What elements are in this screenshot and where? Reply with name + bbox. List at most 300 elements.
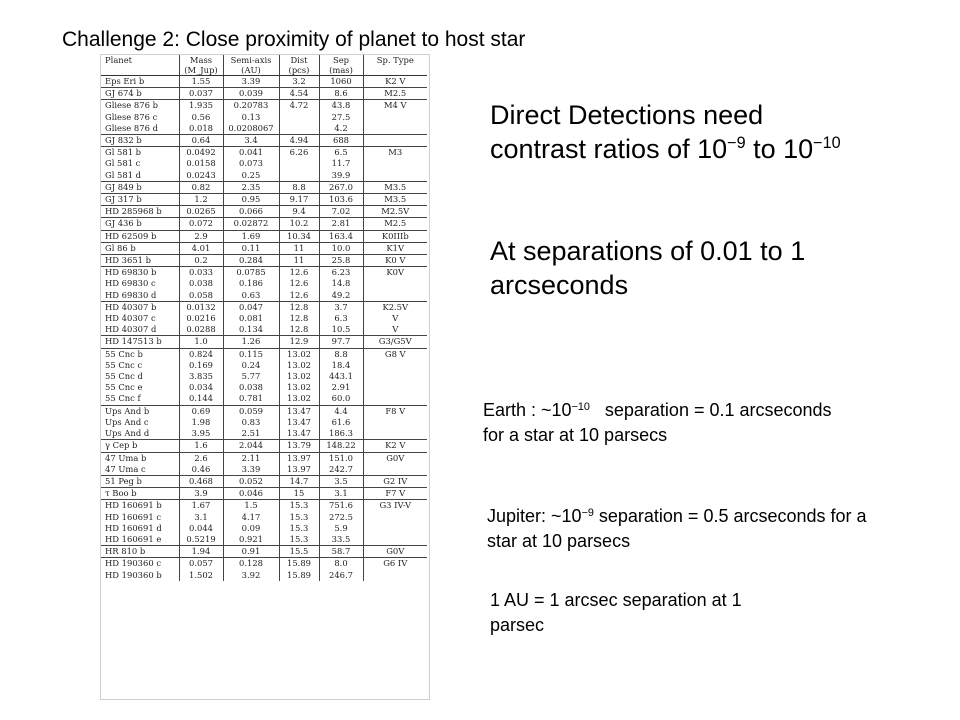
table-row xyxy=(101,112,427,123)
table-cell: 13.02 xyxy=(279,348,319,360)
table-cell: M2.5 xyxy=(363,218,427,230)
table-cell: 10.2 xyxy=(279,218,319,230)
table-cell: 4.4 xyxy=(319,405,363,417)
table-cell: 10.0 xyxy=(319,242,363,254)
table-cell: HD 40307 c xyxy=(101,313,179,324)
table-row xyxy=(101,488,427,500)
table-cell: Gliese 876 d xyxy=(101,123,179,135)
jupiter-note-pre: Jupiter: ~10 xyxy=(487,506,582,526)
table-cell: 0.5219 xyxy=(179,534,223,546)
table-cell: 0.02872 xyxy=(223,218,279,230)
column-header: Dist xyxy=(279,55,319,65)
table-cell: Gl 581 d xyxy=(101,170,179,182)
table-cell: 267.0 xyxy=(319,181,363,193)
table-cell: M2.5V xyxy=(363,206,427,218)
table-cell: Ups And b xyxy=(101,405,179,417)
table-cell: 12.6 xyxy=(279,290,319,302)
table-cell: 14.7 xyxy=(279,475,319,487)
table-cell: 60.0 xyxy=(319,393,363,405)
table-cell: 2.11 xyxy=(223,452,279,464)
table-cell: 0.039 xyxy=(223,88,279,100)
table-cell: HD 69830 d xyxy=(101,290,179,302)
table-cell: Ups And d xyxy=(101,428,179,440)
table-cell: 0.073 xyxy=(223,158,279,169)
table-cell: 0.169 xyxy=(179,360,223,371)
table-cell: 12.8 xyxy=(279,313,319,324)
table-cell: 0.468 xyxy=(179,475,223,487)
table-cell: Gl 86 b xyxy=(101,242,179,254)
table-cell xyxy=(363,278,427,289)
table-row xyxy=(101,440,427,452)
table-cell: 0.115 xyxy=(223,348,279,360)
table-cell: 39.9 xyxy=(319,170,363,182)
table-row xyxy=(101,452,427,464)
table-cell: 10.5 xyxy=(319,324,363,336)
table-cell: 5.77 xyxy=(223,371,279,382)
table-cell: 0.128 xyxy=(223,558,279,570)
table-cell: G6 IV xyxy=(363,558,427,570)
table-body xyxy=(101,76,427,581)
table-cell: HD 190360 c xyxy=(101,558,179,570)
table-cell: 55 Cnc d xyxy=(101,371,179,382)
table-cell: 0.46 xyxy=(179,464,223,476)
table-cell xyxy=(363,371,427,382)
table-header xyxy=(101,55,427,76)
table-cell: HD 160691 b xyxy=(101,500,179,512)
table-cell: 1.55 xyxy=(179,76,223,88)
table-cell: G2 IV xyxy=(363,475,427,487)
table-cell: 13.02 xyxy=(279,371,319,382)
table-cell: GJ 832 b xyxy=(101,135,179,147)
header-row xyxy=(101,65,427,76)
table-cell: 0.25 xyxy=(223,170,279,182)
table-cell: 1060 xyxy=(319,76,363,88)
table-cell: Gl 581 b xyxy=(101,147,179,159)
table-cell: K0IIIb xyxy=(363,230,427,242)
table-cell: 1.2 xyxy=(179,194,223,206)
table-row xyxy=(101,428,427,440)
table-row xyxy=(101,546,427,558)
table-cell: 0.781 xyxy=(223,393,279,405)
table-cell xyxy=(363,360,427,371)
table-row xyxy=(101,382,427,393)
table-cell xyxy=(363,393,427,405)
table-cell: K1V xyxy=(363,242,427,254)
table-row xyxy=(101,100,427,112)
table-cell xyxy=(363,570,427,581)
table-cell xyxy=(279,112,319,123)
column-header: Mass xyxy=(179,55,223,65)
table-cell: 3.2 xyxy=(279,76,319,88)
table-cell: 3.4 xyxy=(223,135,279,147)
table-cell: 4.01 xyxy=(179,242,223,254)
table-cell: 2.044 xyxy=(223,440,279,452)
table-cell: 1.69 xyxy=(223,230,279,242)
table-cell: 0.0158 xyxy=(179,158,223,169)
table-cell: GJ 674 b xyxy=(101,88,179,100)
table-cell: 0.041 xyxy=(223,147,279,159)
table-cell: 6.23 xyxy=(319,267,363,279)
exponent-1: −9 xyxy=(727,134,746,153)
table-cell: 0.284 xyxy=(223,255,279,267)
table-cell: M3.5 xyxy=(363,181,427,193)
table-cell: 0.64 xyxy=(179,135,223,147)
table-cell: 6.26 xyxy=(279,147,319,159)
column-header: Planet xyxy=(101,55,179,65)
table-cell: 9.17 xyxy=(279,194,319,206)
table-cell: 1.0 xyxy=(179,336,223,348)
table-cell: 0.046 xyxy=(223,488,279,500)
table-cell: 0.066 xyxy=(223,206,279,218)
table-cell xyxy=(363,290,427,302)
table-cell: 58.7 xyxy=(319,546,363,558)
earth-note xyxy=(483,398,843,448)
table-row xyxy=(101,558,427,570)
table-cell: 0.0243 xyxy=(179,170,223,182)
table-row xyxy=(101,135,427,147)
table-cell: 163.4 xyxy=(319,230,363,242)
table-cell: 4.72 xyxy=(279,100,319,112)
table-cell xyxy=(363,382,427,393)
table-cell: GJ 317 b xyxy=(101,194,179,206)
table-cell: 47 Uma b xyxy=(101,452,179,464)
table-cell: M2.5 xyxy=(363,88,427,100)
jupiter-note xyxy=(487,504,887,554)
table-cell: 3.5 xyxy=(319,475,363,487)
table-cell: 15 xyxy=(279,488,319,500)
table-cell: 0.13 xyxy=(223,112,279,123)
table-cell: K2 V xyxy=(363,440,427,452)
table-row xyxy=(101,464,427,476)
table-row xyxy=(101,360,427,371)
table-cell: 55 Cnc c xyxy=(101,360,179,371)
table-cell: GJ 436 b xyxy=(101,218,179,230)
table-cell: 1.94 xyxy=(179,546,223,558)
table-cell: 1.502 xyxy=(179,570,223,581)
table-cell: 25.8 xyxy=(319,255,363,267)
table-row xyxy=(101,417,427,428)
table-cell: 0.83 xyxy=(223,417,279,428)
table-cell: 0.052 xyxy=(223,475,279,487)
table-cell: 0.072 xyxy=(179,218,223,230)
slide-title: Challenge 2: Close proximity of planet to host star xyxy=(62,28,526,51)
table-cell: 0.047 xyxy=(223,301,279,313)
table-cell: 0.0208067 xyxy=(223,123,279,135)
table-cell: 18.4 xyxy=(319,360,363,371)
table-cell: 10.34 xyxy=(279,230,319,242)
table-cell: 13.47 xyxy=(279,428,319,440)
table-cell: 14.8 xyxy=(319,278,363,289)
table-cell: 13.02 xyxy=(279,360,319,371)
table-cell: 4.94 xyxy=(279,135,319,147)
direct-detection-main: Direct Detections need contrast ratios of 10 xyxy=(490,100,764,164)
table-cell: 12.8 xyxy=(279,301,319,313)
table-cell: 0.058 xyxy=(179,290,223,302)
table-cell: HD 147513 b xyxy=(101,336,179,348)
table-cell: 0.057 xyxy=(179,558,223,570)
table-row xyxy=(101,290,427,302)
table-cell: 0.038 xyxy=(223,382,279,393)
table-cell xyxy=(363,464,427,476)
table-cell: M3 xyxy=(363,147,427,159)
table-cell: 0.20783 xyxy=(223,100,279,112)
table-cell: HD 3651 b xyxy=(101,255,179,267)
table-cell: 3.92 xyxy=(223,570,279,581)
jupiter-note-post: separation = 0.5 arcseconds for a star at 10 parsecs xyxy=(487,506,867,551)
column-header: (M_Jup) xyxy=(179,65,223,76)
table-cell: HD 160691 d xyxy=(101,523,179,534)
table-cell: 103.6 xyxy=(319,194,363,206)
table-cell: 11.7 xyxy=(319,158,363,169)
table-cell: 15.3 xyxy=(279,500,319,512)
table-cell: 12.6 xyxy=(279,278,319,289)
table-cell: 186.3 xyxy=(319,428,363,440)
table-cell: 3.39 xyxy=(223,464,279,476)
header-row xyxy=(101,55,427,65)
column-header: Sp. Type xyxy=(376,55,414,65)
table-cell: 3.835 xyxy=(179,371,223,382)
table-cell: 15.89 xyxy=(279,570,319,581)
table-cell: HD 190360 b xyxy=(101,570,179,581)
table-row xyxy=(101,267,427,279)
table-cell: 12.8 xyxy=(279,324,319,336)
table-cell: 0.044 xyxy=(179,523,223,534)
column-header: (AU) xyxy=(223,65,279,76)
table-cell: Gl 581 c xyxy=(101,158,179,169)
table-cell: 0.824 xyxy=(179,348,223,360)
table-cell: 13.97 xyxy=(279,464,319,476)
table-cell: M3.5 xyxy=(363,194,427,206)
table-cell: 688 xyxy=(319,135,363,147)
table-cell xyxy=(363,534,427,546)
table-cell: 0.034 xyxy=(179,382,223,393)
table-cell: HD 285968 b xyxy=(101,206,179,218)
column-header: (mas) xyxy=(319,65,363,76)
exoplanet-table-image xyxy=(100,54,430,700)
table-cell: K0 V xyxy=(363,255,427,267)
table-cell: 51 Peg b xyxy=(101,475,179,487)
earth-note-post: separation = 0.1 arcseconds for a star at 10 parsecs xyxy=(483,400,837,445)
table-cell: 12.9 xyxy=(279,336,319,348)
table-cell: K0V xyxy=(363,267,427,279)
table-cell: HD 62509 b xyxy=(101,230,179,242)
table-cell: HD 69830 c xyxy=(101,278,179,289)
table-cell: γ Cep b xyxy=(101,440,179,452)
table-row xyxy=(101,230,427,242)
table-cell xyxy=(363,135,427,147)
table-row xyxy=(101,348,427,360)
table-cell: 49.2 xyxy=(319,290,363,302)
exponent-2: −10 xyxy=(813,134,841,153)
au-note: 1 AU = 1 arcsec separation at 1 parsec xyxy=(490,590,742,635)
column-header xyxy=(101,65,179,76)
table-cell: 4.54 xyxy=(279,88,319,100)
table-row xyxy=(101,158,427,169)
table-cell: 3.7 xyxy=(319,301,363,313)
table-cell xyxy=(279,123,319,135)
table-cell: Ups And c xyxy=(101,417,179,428)
table-cell: 0.91 xyxy=(223,546,279,558)
table-cell: 43.8 xyxy=(319,100,363,112)
table-cell: 2.35 xyxy=(223,181,279,193)
table-cell: 3.1 xyxy=(179,512,223,523)
table-cell: 1.5 xyxy=(223,500,279,512)
table-cell: Gliese 876 c xyxy=(101,112,179,123)
table-cell: 97.7 xyxy=(319,336,363,348)
table-cell: 6.5 xyxy=(319,147,363,159)
table-cell: 0.63 xyxy=(223,290,279,302)
table-cell: 0.09 xyxy=(223,523,279,534)
table-cell: 0.134 xyxy=(223,324,279,336)
table-cell: 13.47 xyxy=(279,417,319,428)
table-row xyxy=(101,512,427,523)
table-cell: 4.2 xyxy=(319,123,363,135)
table-cell: HR 810 b xyxy=(101,546,179,558)
table-cell xyxy=(363,170,427,182)
table-cell: 3.9 xyxy=(179,488,223,500)
table-cell: G3 IV-V xyxy=(363,500,427,512)
table-cell: 0.018 xyxy=(179,123,223,135)
table-cell: 13.97 xyxy=(279,452,319,464)
table-cell: 8.8 xyxy=(319,348,363,360)
table-cell: 4.17 xyxy=(223,512,279,523)
table-row xyxy=(101,393,427,405)
table-cell: 3.39 xyxy=(223,76,279,88)
table-cell: G8 V xyxy=(363,348,427,360)
table-cell: 15.3 xyxy=(279,523,319,534)
table-cell: 242.7 xyxy=(319,464,363,476)
table-cell: 0.11 xyxy=(223,242,279,254)
table-cell: 0.24 xyxy=(223,360,279,371)
table-row xyxy=(101,523,427,534)
table-cell: 443.1 xyxy=(319,371,363,382)
table-cell: 2.91 xyxy=(319,382,363,393)
table-cell: 0.186 xyxy=(223,278,279,289)
table-cell: HD 160691 e xyxy=(101,534,179,546)
table-cell: 0.0265 xyxy=(179,206,223,218)
table-cell: 11 xyxy=(279,255,319,267)
table-cell: 246.7 xyxy=(319,570,363,581)
table-row xyxy=(101,278,427,289)
table-cell: 15.3 xyxy=(279,512,319,523)
table-cell: 1.67 xyxy=(179,500,223,512)
table-cell xyxy=(363,512,427,523)
table-cell: Eps Eri b xyxy=(101,76,179,88)
table-cell: 33.5 xyxy=(319,534,363,546)
table-cell xyxy=(363,112,427,123)
table-cell: 0.081 xyxy=(223,313,279,324)
table-row xyxy=(101,206,427,218)
table-cell: 0.95 xyxy=(223,194,279,206)
table-row xyxy=(101,336,427,348)
table-row xyxy=(101,371,427,382)
table-cell: 0.82 xyxy=(179,181,223,193)
table-cell xyxy=(363,417,427,428)
table-cell: 13.47 xyxy=(279,405,319,417)
exoplanet-table xyxy=(101,55,427,581)
table-cell: 13.02 xyxy=(279,393,319,405)
column-header xyxy=(363,65,427,76)
table-cell: 13.02 xyxy=(279,382,319,393)
table-row xyxy=(101,76,427,88)
table-cell: HD 69830 b xyxy=(101,267,179,279)
table-cell: HD 40307 d xyxy=(101,324,179,336)
table-cell: 0.033 xyxy=(179,267,223,279)
table-row xyxy=(101,255,427,267)
earth-note-pre: Earth : ~10 xyxy=(483,400,572,420)
table-cell: 0.0785 xyxy=(223,267,279,279)
table-cell: 2.81 xyxy=(319,218,363,230)
direct-detection-mid: to 10 xyxy=(745,134,814,164)
table-cell: 0.0288 xyxy=(179,324,223,336)
table-cell: G3/G5V xyxy=(363,336,427,348)
separations-text: At separations of 0.01 to 1 arcseconds xyxy=(490,236,806,300)
table-cell: G0V xyxy=(363,452,427,464)
table-cell: 0.56 xyxy=(179,112,223,123)
table-cell: 3.95 xyxy=(179,428,223,440)
table-cell: 13.79 xyxy=(279,440,319,452)
table-cell: Gliese 876 b xyxy=(101,100,179,112)
table-cell: 8.0 xyxy=(319,558,363,570)
table-row xyxy=(101,88,427,100)
table-cell: 0.0216 xyxy=(179,313,223,324)
table-cell: 11 xyxy=(279,242,319,254)
table-row xyxy=(101,500,427,512)
table-cell: G0V xyxy=(363,546,427,558)
table-cell: HD 40307 b xyxy=(101,301,179,313)
table-row xyxy=(101,170,427,182)
table-cell: 5.9 xyxy=(319,523,363,534)
table-cell: 8.6 xyxy=(319,88,363,100)
column-header: (pcs) xyxy=(279,65,319,76)
table-cell xyxy=(279,158,319,169)
table-cell: 15.5 xyxy=(279,546,319,558)
table-cell: F7 V xyxy=(363,488,427,500)
table-cell: 9.4 xyxy=(279,206,319,218)
table-cell: 27.5 xyxy=(319,112,363,123)
table-cell: 47 Uma c xyxy=(101,464,179,476)
jupiter-exponent: −9 xyxy=(581,506,594,519)
table-row xyxy=(101,475,427,487)
table-cell: 272.5 xyxy=(319,512,363,523)
table-cell xyxy=(279,170,319,182)
table-cell: V xyxy=(392,324,399,335)
table-row xyxy=(101,570,427,581)
table-cell: 7.02 xyxy=(319,206,363,218)
earth-exponent: −10 xyxy=(571,400,590,413)
column-header: Semi-axis xyxy=(223,55,279,65)
table-cell: 0.038 xyxy=(179,278,223,289)
table-row xyxy=(101,218,427,230)
table-cell: 15.89 xyxy=(279,558,319,570)
table-cell: K2.5V xyxy=(363,301,427,313)
table-row xyxy=(101,194,427,206)
table-cell: 61.6 xyxy=(319,417,363,428)
table-cell: τ Boo b xyxy=(101,488,179,500)
table-cell xyxy=(363,158,427,169)
table-cell: 0.69 xyxy=(179,405,223,417)
table-cell: 8.8 xyxy=(279,181,319,193)
table-cell: HD 160691 c xyxy=(101,512,179,523)
table-cell xyxy=(363,523,427,534)
table-cell: 3.1 xyxy=(319,488,363,500)
table-cell: 0.0132 xyxy=(179,301,223,313)
table-cell: V xyxy=(392,313,399,324)
table-cell: 0.059 xyxy=(223,405,279,417)
table-cell: 12.6 xyxy=(279,267,319,279)
table-cell: 6.3 xyxy=(319,313,363,324)
table-cell: 0.037 xyxy=(179,88,223,100)
